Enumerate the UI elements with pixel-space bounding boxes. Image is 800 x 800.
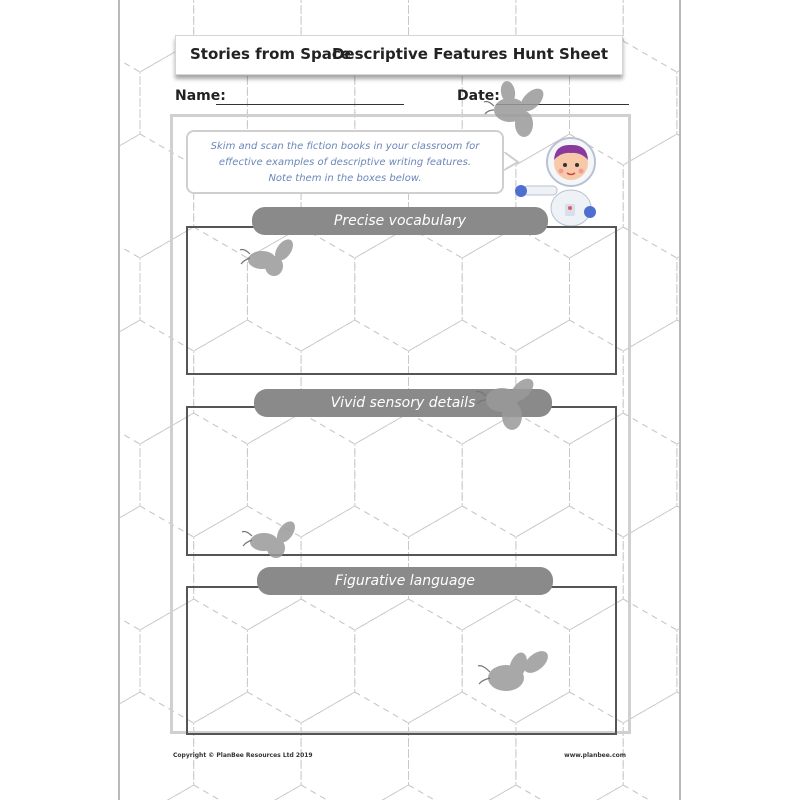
name-label: Name: bbox=[175, 88, 226, 104]
fly-icon bbox=[472, 372, 552, 432]
instruction-bubble bbox=[186, 130, 504, 194]
hexagon-pattern-cell bbox=[120, 599, 140, 723]
hexagon-pattern-cell bbox=[247, 785, 354, 800]
website-link[interactable]: www.planbee.com bbox=[564, 752, 626, 759]
instruction-line: Note them in the boxes below. bbox=[268, 173, 422, 184]
fly-icon bbox=[240, 520, 304, 562]
copyright-text: Copyright © PlanBee Resources Ltd 2019 bbox=[173, 752, 313, 759]
section-heading: Precise vocabulary bbox=[252, 207, 548, 235]
hexagon-pattern-cell bbox=[677, 599, 681, 723]
hexagon-pattern-cell bbox=[623, 506, 681, 630]
instruction-line: Skim and scan the fiction books in your classroom for bbox=[210, 141, 480, 152]
hexagon-pattern-cell bbox=[623, 320, 681, 444]
hexagon-pattern-cell bbox=[462, 785, 569, 800]
hexagon-pattern-cell bbox=[677, 413, 681, 537]
hexagon-pattern-cell bbox=[623, 134, 681, 258]
fly-icon bbox=[238, 238, 302, 282]
worksheet-title: Descriptive Features Hunt Sheet bbox=[331, 45, 608, 63]
hexagon-pattern-cell bbox=[677, 227, 681, 351]
fly-icon bbox=[472, 644, 556, 710]
header-bar bbox=[175, 35, 623, 75]
instruction-text bbox=[196, 139, 494, 187]
name-line[interactable] bbox=[216, 104, 404, 105]
hexagon-pattern-cell bbox=[677, 785, 681, 800]
hexagon-pattern-cell bbox=[120, 41, 140, 165]
worksheet-topic-title: Stories from Space bbox=[190, 45, 351, 63]
hexagon-pattern-cell bbox=[355, 785, 462, 800]
hexagon-pattern-cell bbox=[623, 0, 681, 72]
hexagon-pattern-cell bbox=[120, 785, 140, 800]
worksheet-page bbox=[118, 0, 681, 800]
fly-icon bbox=[480, 80, 560, 142]
hexagon-pattern-cell bbox=[140, 785, 247, 800]
hexagon-pattern-cell bbox=[677, 41, 681, 165]
date-label: Date: bbox=[457, 88, 500, 104]
hexagon-pattern-cell bbox=[120, 227, 140, 351]
section-heading: Figurative language bbox=[257, 567, 553, 595]
hexagon-pattern-cell bbox=[570, 785, 677, 800]
instruction-line: effective examples of descriptive writing features. bbox=[218, 157, 472, 168]
hexagon-pattern-cell bbox=[120, 413, 140, 537]
hexagon-pattern-cell bbox=[623, 692, 681, 800]
section-heading: Vivid sensory details bbox=[254, 389, 552, 417]
